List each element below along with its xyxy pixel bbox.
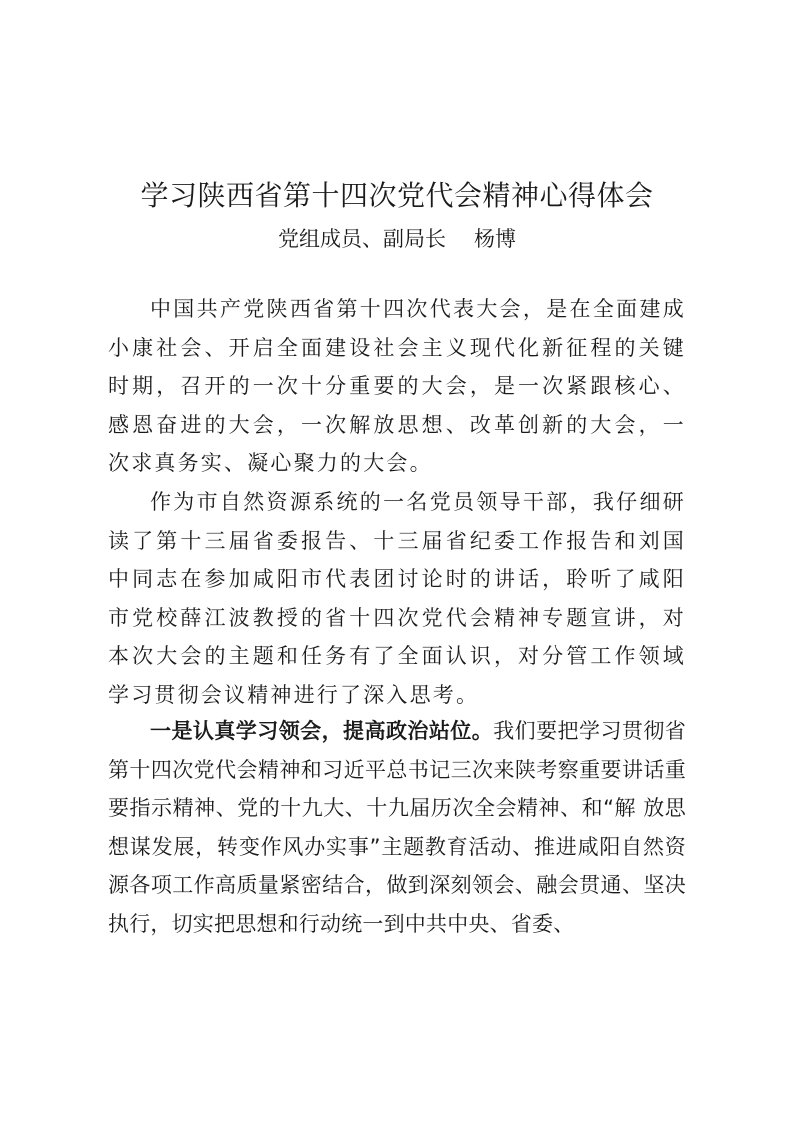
document-title: 学习陕西省第十四次党代会精神心得体会: [140, 179, 654, 212]
author-name: 杨博: [474, 227, 516, 251]
paragraph-lead-heading: 一是认真学习领会，提高政治站位。: [150, 719, 494, 743]
paragraph-study: 作为市自然资源系统的一名党员领导干部，我仔细研读了第十三届省委报告、十三届省纪委工作报告和刘国中同志在参加咸阳市代表团讨论时的讲话，聆听了咸阳市党校薛江波教授的省十四次党代会精神专题宣讲，对本次大会的主题和任务有了全面认识，对分管工作领域学习贯彻会议精神进行了深入思考。: [108, 490, 686, 707]
author-line: [0, 224, 794, 254]
author-role: 党组成员、副局长: [278, 227, 446, 251]
paragraph-point-one-body: 我们要把学习贯彻省第十四次党代会精神和习近平总书记三次来陕考察重要讲话重要指示精神、党的十九大、十九届历次全会精神、和“解 放思想谋发展，转变作风办实事”主题教育活动、推进咸阳自然资源各项工作高质量紧密结合，做到深刻领会、融会贯通、坚决执行，切实把思想和行动统一到中共中央、省委、: [108, 719, 686, 936]
paragraph-point-one: [108, 712, 686, 943]
paragraph-intro: 中国共产党陕西省第十四次代表大会，是在全面建成小康社会、开启全面建设社会主义现代化新征程的关键时期，召开的一次十分重要的大会，是一次紧跟核心、感恩奋进的大会，一次解放思想、改革创新的大会，一次求真务实、凝心聚力的大会。: [108, 297, 686, 475]
